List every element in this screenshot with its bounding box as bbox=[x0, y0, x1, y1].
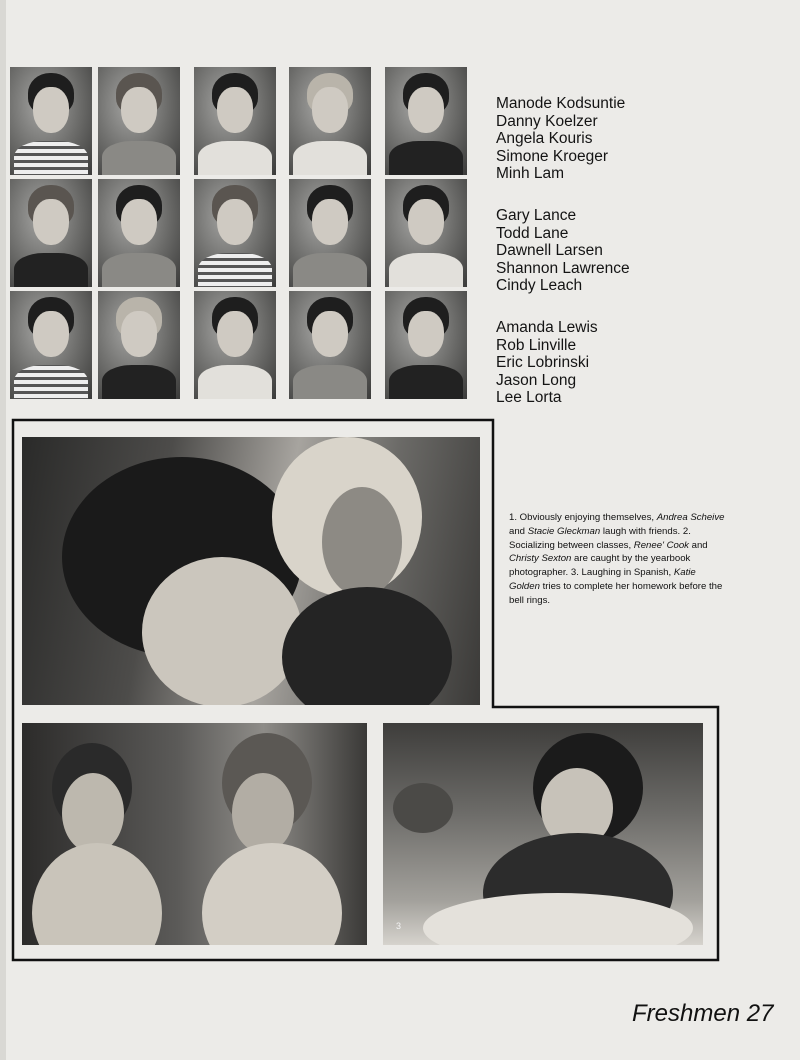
section-title: Freshmen bbox=[632, 1000, 741, 1027]
student-name: Minh Lam bbox=[496, 165, 565, 182]
candid-photo-2 bbox=[22, 723, 367, 945]
caption-text: 1. Obviously enjoying themselves, bbox=[509, 512, 657, 523]
student-name: Manode Kodsuntie bbox=[496, 95, 626, 112]
student-name: Eric Lobrinski bbox=[496, 354, 590, 371]
caption-text: 3. Laughing in Spanish, bbox=[570, 567, 674, 579]
caption-name: Stacie Gleckman bbox=[527, 525, 601, 537]
student-name: Amanda Lewis bbox=[496, 319, 598, 336]
student-name: Dawnell Larsen bbox=[496, 242, 603, 259]
student-name: Jason Long bbox=[496, 371, 577, 389]
candid-photo-3 bbox=[383, 723, 703, 945]
caption-name: Christy Sexton bbox=[509, 553, 572, 565]
caption-text: laugh with friends. bbox=[600, 525, 683, 537]
caption-text: are caught by the yearbook photographer. bbox=[509, 553, 691, 579]
student-name: Danny Koelzer bbox=[496, 112, 598, 130]
caption-name: Renee' Cook bbox=[633, 539, 689, 551]
candid-photo-1 bbox=[22, 437, 480, 705]
student-name: Rob Linville bbox=[496, 336, 577, 354]
photo-number-label: 3 bbox=[396, 921, 402, 931]
caption-text: tries to complete her homework before the bell rings. bbox=[509, 580, 723, 606]
caption-text: and bbox=[509, 525, 528, 537]
student-name: Shannon Lawrence bbox=[496, 259, 630, 277]
photo-caption bbox=[509, 511, 729, 608]
page-footer bbox=[632, 1000, 773, 1028]
caption-text: 2. Socializing between classes, bbox=[509, 525, 691, 551]
student-name: Simone Kroeger bbox=[496, 147, 609, 165]
caption-name: Andrea Scheive bbox=[656, 512, 725, 523]
student-name: Cindy Leach bbox=[496, 277, 583, 294]
student-name: Lee Lorta bbox=[496, 389, 562, 406]
caption-name: Katie Golden bbox=[509, 567, 696, 592]
student-name: Gary Lance bbox=[496, 207, 577, 224]
page-number: 27 bbox=[746, 1000, 774, 1027]
student-name: Angela Kouris bbox=[496, 130, 593, 147]
student-name: Todd Lane bbox=[496, 224, 569, 242]
caption-text: and bbox=[688, 539, 708, 551]
